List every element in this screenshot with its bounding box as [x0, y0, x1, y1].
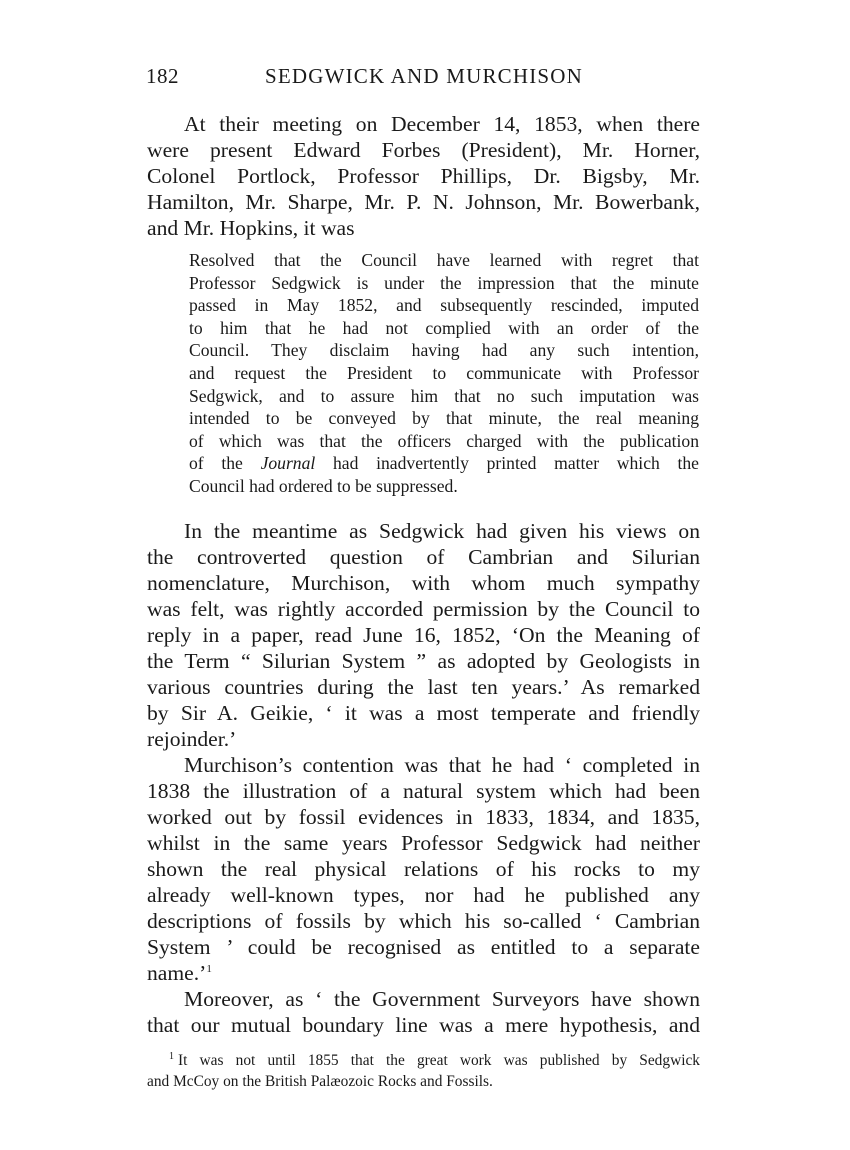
text-line: by Sir A. Geikie, ‘ it was a most temperate and friendly [147, 701, 700, 725]
text-line: worked out by fossil evidences in 1833, 1834, and 1835, [147, 805, 700, 829]
quote-line: passed in May 1852, and subsequently rescinded, imputed [189, 295, 699, 316]
footnote-line: and McCoy on the British Palæozoic Rocks and Fossils. [147, 1072, 493, 1090]
text-line: At their meeting on December 14, 1853, when there [184, 112, 700, 136]
quote-line: Professor Sedgwick is under the impression that the minute [189, 272, 699, 293]
quote-text: of the [189, 453, 261, 474]
page-header [146, 64, 702, 94]
text-line: Hamilton, Mr. Sharpe, Mr. P. N. Johnson, Mr. Bowerbank, [147, 190, 700, 214]
quote-line: Sedgwick, and to assure him that no such imputation was [189, 385, 699, 406]
text-line: Murchison’s contention was that he had ‘ completed in [184, 753, 700, 777]
text-line: nomenclature, Murchison, with whom much sympathy [147, 571, 700, 595]
text-line: System ’ could be recognised as entitled to a separate [147, 935, 700, 959]
running-head: SEDGWICK AND MURCHISON [264, 64, 584, 88]
text-line: Colonel Portlock, Professor Phillips, Dr. Bigsby, Mr. [147, 164, 700, 188]
text-line [147, 960, 700, 986]
paragraph-meantime [147, 518, 700, 752]
text-line: shown the real physical relations of his rocks to my [147, 857, 700, 881]
text-line: the Term “ Silurian System ” as adopted by Geologists in [147, 649, 700, 673]
text-line: the controverted question of Cambrian and Silurian [147, 545, 700, 569]
quote-line: intended to be conveyed by that minute, the real meaning [189, 408, 699, 429]
text-line: various countries during the last ten years.’ As remarked [147, 675, 700, 699]
quote-line: Council. They disclaim having had any such intention, [189, 340, 699, 361]
text-line: whilst in the same years Professor Sedgwick had neither [147, 831, 700, 855]
footnote-reference: 1 [206, 963, 212, 975]
text-line: 1838 the illustration of a natural system which had been [147, 779, 700, 803]
footnote-marker: 1 [169, 1051, 174, 1062]
text-line: was felt, was rightly accorded permission by the Council to [147, 597, 700, 621]
text-fragment: name.’ [147, 961, 207, 985]
text-line: rejoinder.’ [147, 727, 237, 751]
journal-title: Journal [260, 453, 316, 474]
quote-line: of which was that the officers charged with the publication [189, 430, 699, 451]
text-line: and Mr. Hopkins, it was [147, 216, 355, 240]
footnote-text: It was not until 1855 that the great work was published by Sedgwick [178, 1052, 700, 1069]
text-line: descriptions of fossils by which his so-called ‘ Cambrian [147, 909, 700, 933]
quoted-resolution [189, 249, 699, 498]
quote-line: to him that he had not complied with an order of the [189, 317, 699, 338]
text-line: were present Edward Forbes (President), Mr. Horner, [147, 138, 700, 162]
text-line: Moreover, as ‘ the Government Surveyors have shown [184, 987, 700, 1011]
quote-line: and request the President to communicate with Professor [189, 362, 699, 383]
text-line: that our mutual boundary line was a mere hypothesis, and [147, 1013, 700, 1037]
paragraph-moreover [147, 986, 700, 1038]
page-number: 182 [146, 64, 179, 88]
quote-line: Resolved that the Council have learned with regret that [189, 250, 699, 270]
quote-line: Council had ordered to be suppressed. [189, 475, 458, 496]
text-line: In the meantime as Sedgwick had given his views on [184, 519, 700, 543]
footnote [147, 1047, 700, 1092]
footnote-line [147, 1047, 700, 1072]
quote-text: had inadvertently printed matter which the [315, 453, 699, 474]
paragraph-council-meeting [147, 111, 700, 241]
text-line: already well-known types, nor had he published any [147, 883, 700, 907]
text-line: reply in a paper, read June 16, 1852, ‘On the Meaning of [147, 623, 700, 647]
paragraph-murchison-contention [147, 752, 700, 986]
quote-line [189, 452, 699, 475]
